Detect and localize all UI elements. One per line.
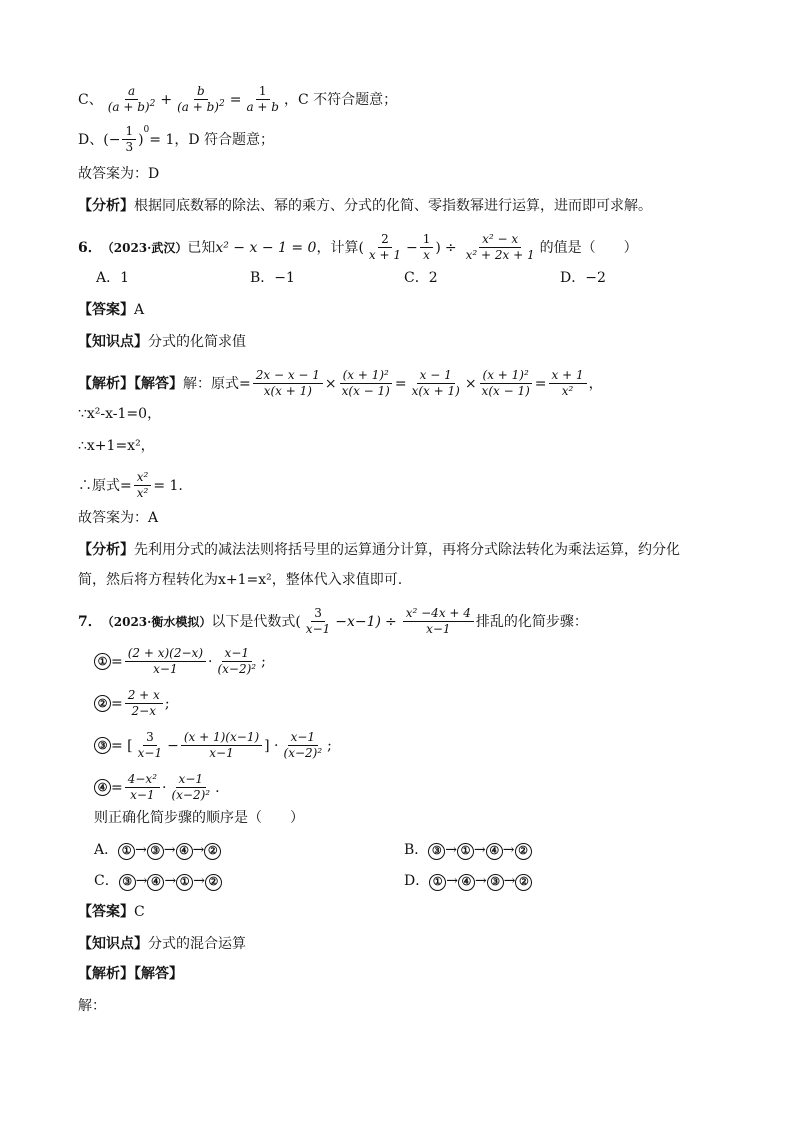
step-ref: ④ [147, 874, 164, 891]
text: 的值是（ ） [539, 239, 638, 256]
q7-option-c [94, 871, 222, 891]
q6-option-d: D．−2 [560, 270, 606, 286]
fraction: $\frac{1}{x}$ [420, 232, 434, 263]
text: ， [588, 375, 603, 392]
equals: = [111, 695, 123, 712]
dot: · [162, 779, 167, 796]
q6-therefore: ∴x+1=x²， [78, 438, 155, 454]
tag: 【知识点】 [78, 936, 148, 952]
paren: ) [138, 131, 144, 148]
step-ref: ② [204, 843, 221, 860]
divide: ÷ [444, 239, 457, 256]
equals: = [111, 653, 123, 670]
step-1 [94, 646, 266, 677]
fraction: $\frac{\text{4−x²}}{x-1}$ [125, 772, 160, 803]
tag: 【答案】 [78, 302, 134, 318]
arrow: → [474, 873, 487, 889]
q6-answer-line: 故答案为：A [78, 510, 159, 526]
text: ，C 不符合题意； [283, 91, 398, 108]
step-number: ② [94, 695, 111, 712]
option-d-explanation: D、 (− $\frac{1}{3}$ ) $^0$ = 1，D 符合题意； [78, 124, 275, 154]
tag: 【解析】【解答】 [78, 966, 183, 982]
arrow: → [474, 842, 486, 858]
times: × [464, 375, 477, 392]
tag: 【分析】 [78, 542, 134, 558]
question-7 [78, 606, 588, 637]
value: 分式的混合运算 [148, 936, 246, 952]
fraction: $\frac{x-1}{\text{(x−2)²}}$ [171, 772, 211, 802]
tag: 【分析】 [78, 198, 134, 214]
fraction: $\frac{x - 1}{x(x + 1)}$ [411, 368, 460, 398]
text: 根据同底数幂的除法、幂的乘方、分式的化简、零指数幂进行运算，进而即可求解。 [134, 198, 652, 214]
q7-ask: 则正确化简步骤的顺序是（ ） [94, 810, 304, 826]
step-4 [94, 772, 220, 803]
fraction: $\frac{a}{(a + b)^2}$ [107, 84, 156, 114]
fraction: $\frac{\text{x² −4x + 4}}{x-1}$ [403, 606, 474, 637]
fraction: $\frac{b}{(a + b)^2}$ [177, 84, 225, 114]
step-number: ④ [94, 779, 111, 796]
paren: (− [103, 131, 121, 148]
q6-option-b: B．−1 [250, 270, 295, 286]
fraction: $\frac{3}{x-1}$ [305, 606, 331, 636]
minus: − [167, 737, 179, 754]
text: . [215, 779, 220, 796]
plus: + [160, 91, 173, 108]
fraction: $\frac{2}{x + 1}$ [368, 232, 402, 262]
text: 排乱的化简步骤： [475, 613, 588, 630]
label: C、 [78, 91, 103, 108]
text: 解：原式= [183, 375, 251, 392]
q6-result [78, 470, 183, 501]
text: ; [261, 653, 266, 670]
bracket: ] · [264, 737, 279, 754]
arrow: → [163, 842, 176, 858]
divide: ÷ [385, 613, 397, 630]
q6-because: ∵x²-x-1=0， [78, 406, 162, 422]
value: A [134, 302, 145, 318]
arrow: → [445, 842, 458, 858]
text: ; [327, 737, 332, 754]
label: D、 [78, 131, 104, 148]
q6-analysis-line2: 简，然后将方程转化为x+1=x²，整体代入求值即可. [78, 572, 403, 588]
step-2 [94, 688, 170, 719]
step-ref: ① [118, 843, 135, 860]
text: ∴原式= [78, 477, 132, 494]
option-letter: A． [94, 842, 119, 858]
equation: x² − x − 1 = 0 [215, 239, 317, 256]
step-number: ① [94, 653, 111, 670]
question-source: （2023·武汉） [101, 240, 188, 255]
q6-analysis-line1 [78, 540, 680, 560]
q6-solution [78, 368, 603, 399]
analysis-line [78, 196, 652, 216]
q6-option-a: A．1 [96, 270, 130, 286]
text: 以下是代数式( [211, 613, 301, 630]
step-ref: ③ [119, 874, 136, 891]
text: ，计算( [316, 239, 364, 256]
q7-answer [78, 902, 145, 922]
arrow: → [135, 873, 148, 889]
question-source: （2023·衡水模拟） [101, 614, 212, 629]
arrow: → [193, 873, 205, 889]
text: = 1. [153, 477, 183, 494]
fraction: $\frac{(2 + x)(2-x)}{x-1}$ [125, 646, 206, 677]
step-ref: ① [176, 874, 193, 891]
arrow: → [503, 873, 516, 889]
fraction: $\frac{(x + 1)(x-1)}{x-1}$ [181, 730, 262, 761]
fraction: $\frac{2 + x}{2-x}$ [125, 688, 163, 719]
option-c-explanation [78, 84, 397, 115]
step-ref: ③ [147, 843, 164, 860]
dot: · [208, 653, 213, 670]
arrow: → [446, 873, 458, 889]
value: 分式的化简求值 [148, 334, 246, 350]
tag: 【知识点】 [78, 334, 148, 350]
arrow: → [164, 873, 177, 889]
fraction: $\frac{x-1}{\text{(x−2)²}}$ [217, 646, 257, 676]
text: −x−1) [335, 613, 381, 630]
step-ref: ① [457, 843, 474, 860]
arrow: → [192, 842, 205, 858]
step-number: ③ [94, 737, 111, 754]
fraction: $\frac{3}{x-1}$ [137, 730, 163, 760]
fraction: $\frac{\text{x² − x}}{\text{x² + 2x + 1}}$ [465, 232, 535, 262]
text: 先利用分式的减法法则将括号里的运算通分计算，再将分式除法转化为乘法运算，约分化 [134, 542, 680, 558]
step-3 [94, 730, 332, 761]
text: 已知 [187, 239, 216, 256]
fraction: $\frac{1}{3}$ [122, 124, 136, 155]
q7-jie: 解： [78, 998, 106, 1014]
fraction: $\frac{x + 1}{\text{x²}}$ [549, 368, 587, 399]
value: C [134, 904, 145, 920]
text: ; [164, 695, 170, 712]
q7-solution-tag [78, 964, 183, 984]
step-ref: ④ [486, 843, 503, 860]
tag: 【答案】 [78, 904, 134, 920]
step-ref: ③ [487, 874, 504, 891]
equals: = [111, 779, 123, 796]
fraction: $\frac{2x - x - 1}{x(x + 1)}$ [253, 368, 323, 399]
q7-option-d [404, 871, 532, 891]
step-ref: ① [429, 874, 446, 891]
equals: = [534, 375, 547, 392]
step-ref: ② [515, 874, 532, 891]
paren: ) [435, 239, 441, 256]
q6-answer [78, 300, 144, 320]
answer-line: 故答案为：D [78, 166, 160, 182]
text: = 1，D 符合题意； [149, 131, 275, 148]
fraction: $\frac{1}{a + b}$ [246, 84, 279, 114]
option-letter: C． [94, 873, 119, 889]
equals: = [ [111, 737, 133, 754]
fraction: $\frac{\text{(x + 1)²}}{x(x - 1)}$ [339, 368, 393, 399]
tag: 【解析】【解答】 [78, 375, 183, 392]
times: × [324, 375, 337, 392]
fraction: $\frac{\text{x²}}{\text{x²}}$ [134, 470, 152, 501]
minus: − [406, 239, 418, 256]
q7-knowledge-point [78, 934, 246, 954]
step-ref: ④ [458, 874, 475, 891]
q7-option-b [404, 840, 532, 860]
step-ref: ② [205, 874, 222, 891]
equals: = [229, 91, 242, 108]
arrow: → [135, 842, 147, 858]
option-letter: B． [404, 842, 429, 858]
fraction: $\frac{x-1}{\text{(x−2)²}}$ [283, 730, 323, 760]
question-number: 6． [78, 239, 102, 256]
equals: = [394, 375, 407, 392]
q7-option-a [94, 840, 221, 860]
fraction: $\frac{\text{(x + 1)²}}{x(x - 1)}$ [479, 368, 533, 399]
option-letter: D． [404, 873, 430, 889]
arrow: → [502, 842, 515, 858]
step-ref: ② [515, 843, 532, 860]
q6-option-c: C．2 [404, 270, 438, 286]
step-ref: ④ [176, 843, 193, 860]
step-ref: ③ [428, 843, 445, 860]
question-number: 7． [78, 613, 102, 630]
question-6 [78, 232, 638, 263]
q6-knowledge-point [78, 332, 246, 352]
